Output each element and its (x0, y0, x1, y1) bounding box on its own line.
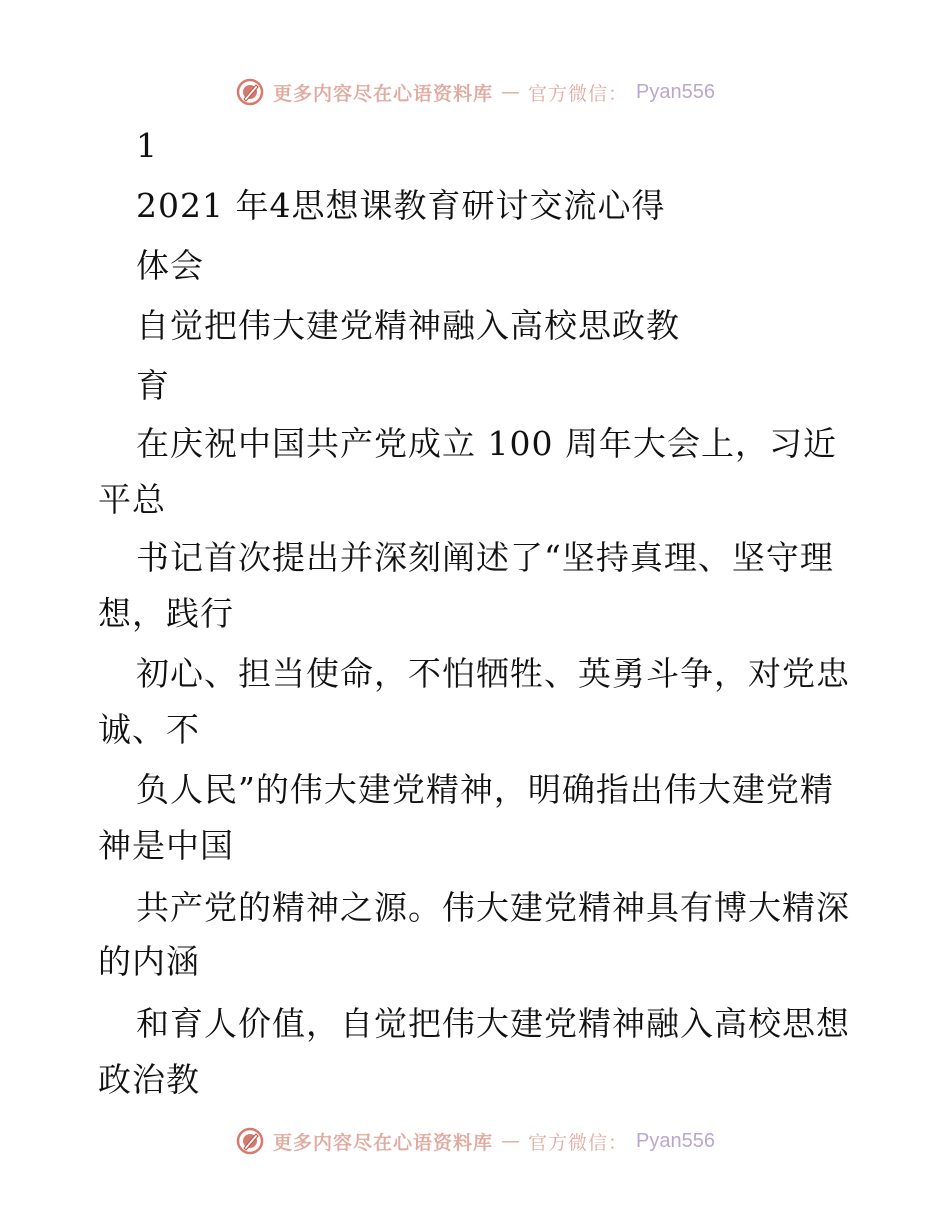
watermark-id: Pyan556 (636, 1129, 715, 1152)
watermark-id: Pyan556 (636, 80, 715, 103)
paragraph-line: 和育人价值，自觉把伟大建党精神融入高校思想 (136, 1004, 850, 1043)
document-subtitle-line-2: 育 (136, 366, 170, 405)
paragraph-line: 初心、担当使命，不怕牺牲、英勇斗争，对党忠 (136, 654, 850, 693)
paragraph-line: 书记首次提出并深刻阐述了“坚持真理、坚守理 (136, 538, 834, 577)
watermark-separator: — (501, 1130, 521, 1152)
pen-logo-icon (235, 1126, 265, 1156)
document-subtitle-line-1: 自觉把伟大建党精神融入高校思政教 (136, 306, 680, 345)
paragraph-line: 的内涵 (98, 942, 200, 981)
document-title-line-1: 2021 年4思想课教育研讨交流心得 (136, 186, 666, 225)
header-watermark (0, 72, 950, 112)
paragraph-line: 诚、不 (98, 710, 200, 749)
paragraph-line: 神是中国 (98, 826, 234, 865)
watermark-text: 更多内容尽在心语资料库 (273, 82, 494, 105)
paragraph-line: 负人民”的伟大建党精神，明确指出伟大建党精 (136, 770, 834, 809)
paragraph-line: 政治教 (98, 1060, 200, 1099)
paragraph-line: 想，践行 (98, 594, 234, 633)
pen-logo-icon (235, 77, 265, 107)
paragraph-line: 在庆祝中国共产党成立 100 周年大会上，习近 (136, 424, 837, 463)
document-title-line-2: 体会 (136, 246, 204, 285)
paragraph-line: 共产党的精神之源。伟大建党精神具有博大精深 (136, 888, 850, 927)
footer-watermark (0, 1121, 950, 1161)
watermark-label: 官方微信： (528, 82, 629, 105)
watermark-text: 更多内容尽在心语资料库 (273, 1131, 494, 1154)
page-number: 1 (136, 126, 158, 165)
paragraph-line: 平总 (98, 480, 166, 519)
watermark-label: 官方微信： (528, 1131, 629, 1154)
watermark-separator: — (501, 81, 521, 103)
